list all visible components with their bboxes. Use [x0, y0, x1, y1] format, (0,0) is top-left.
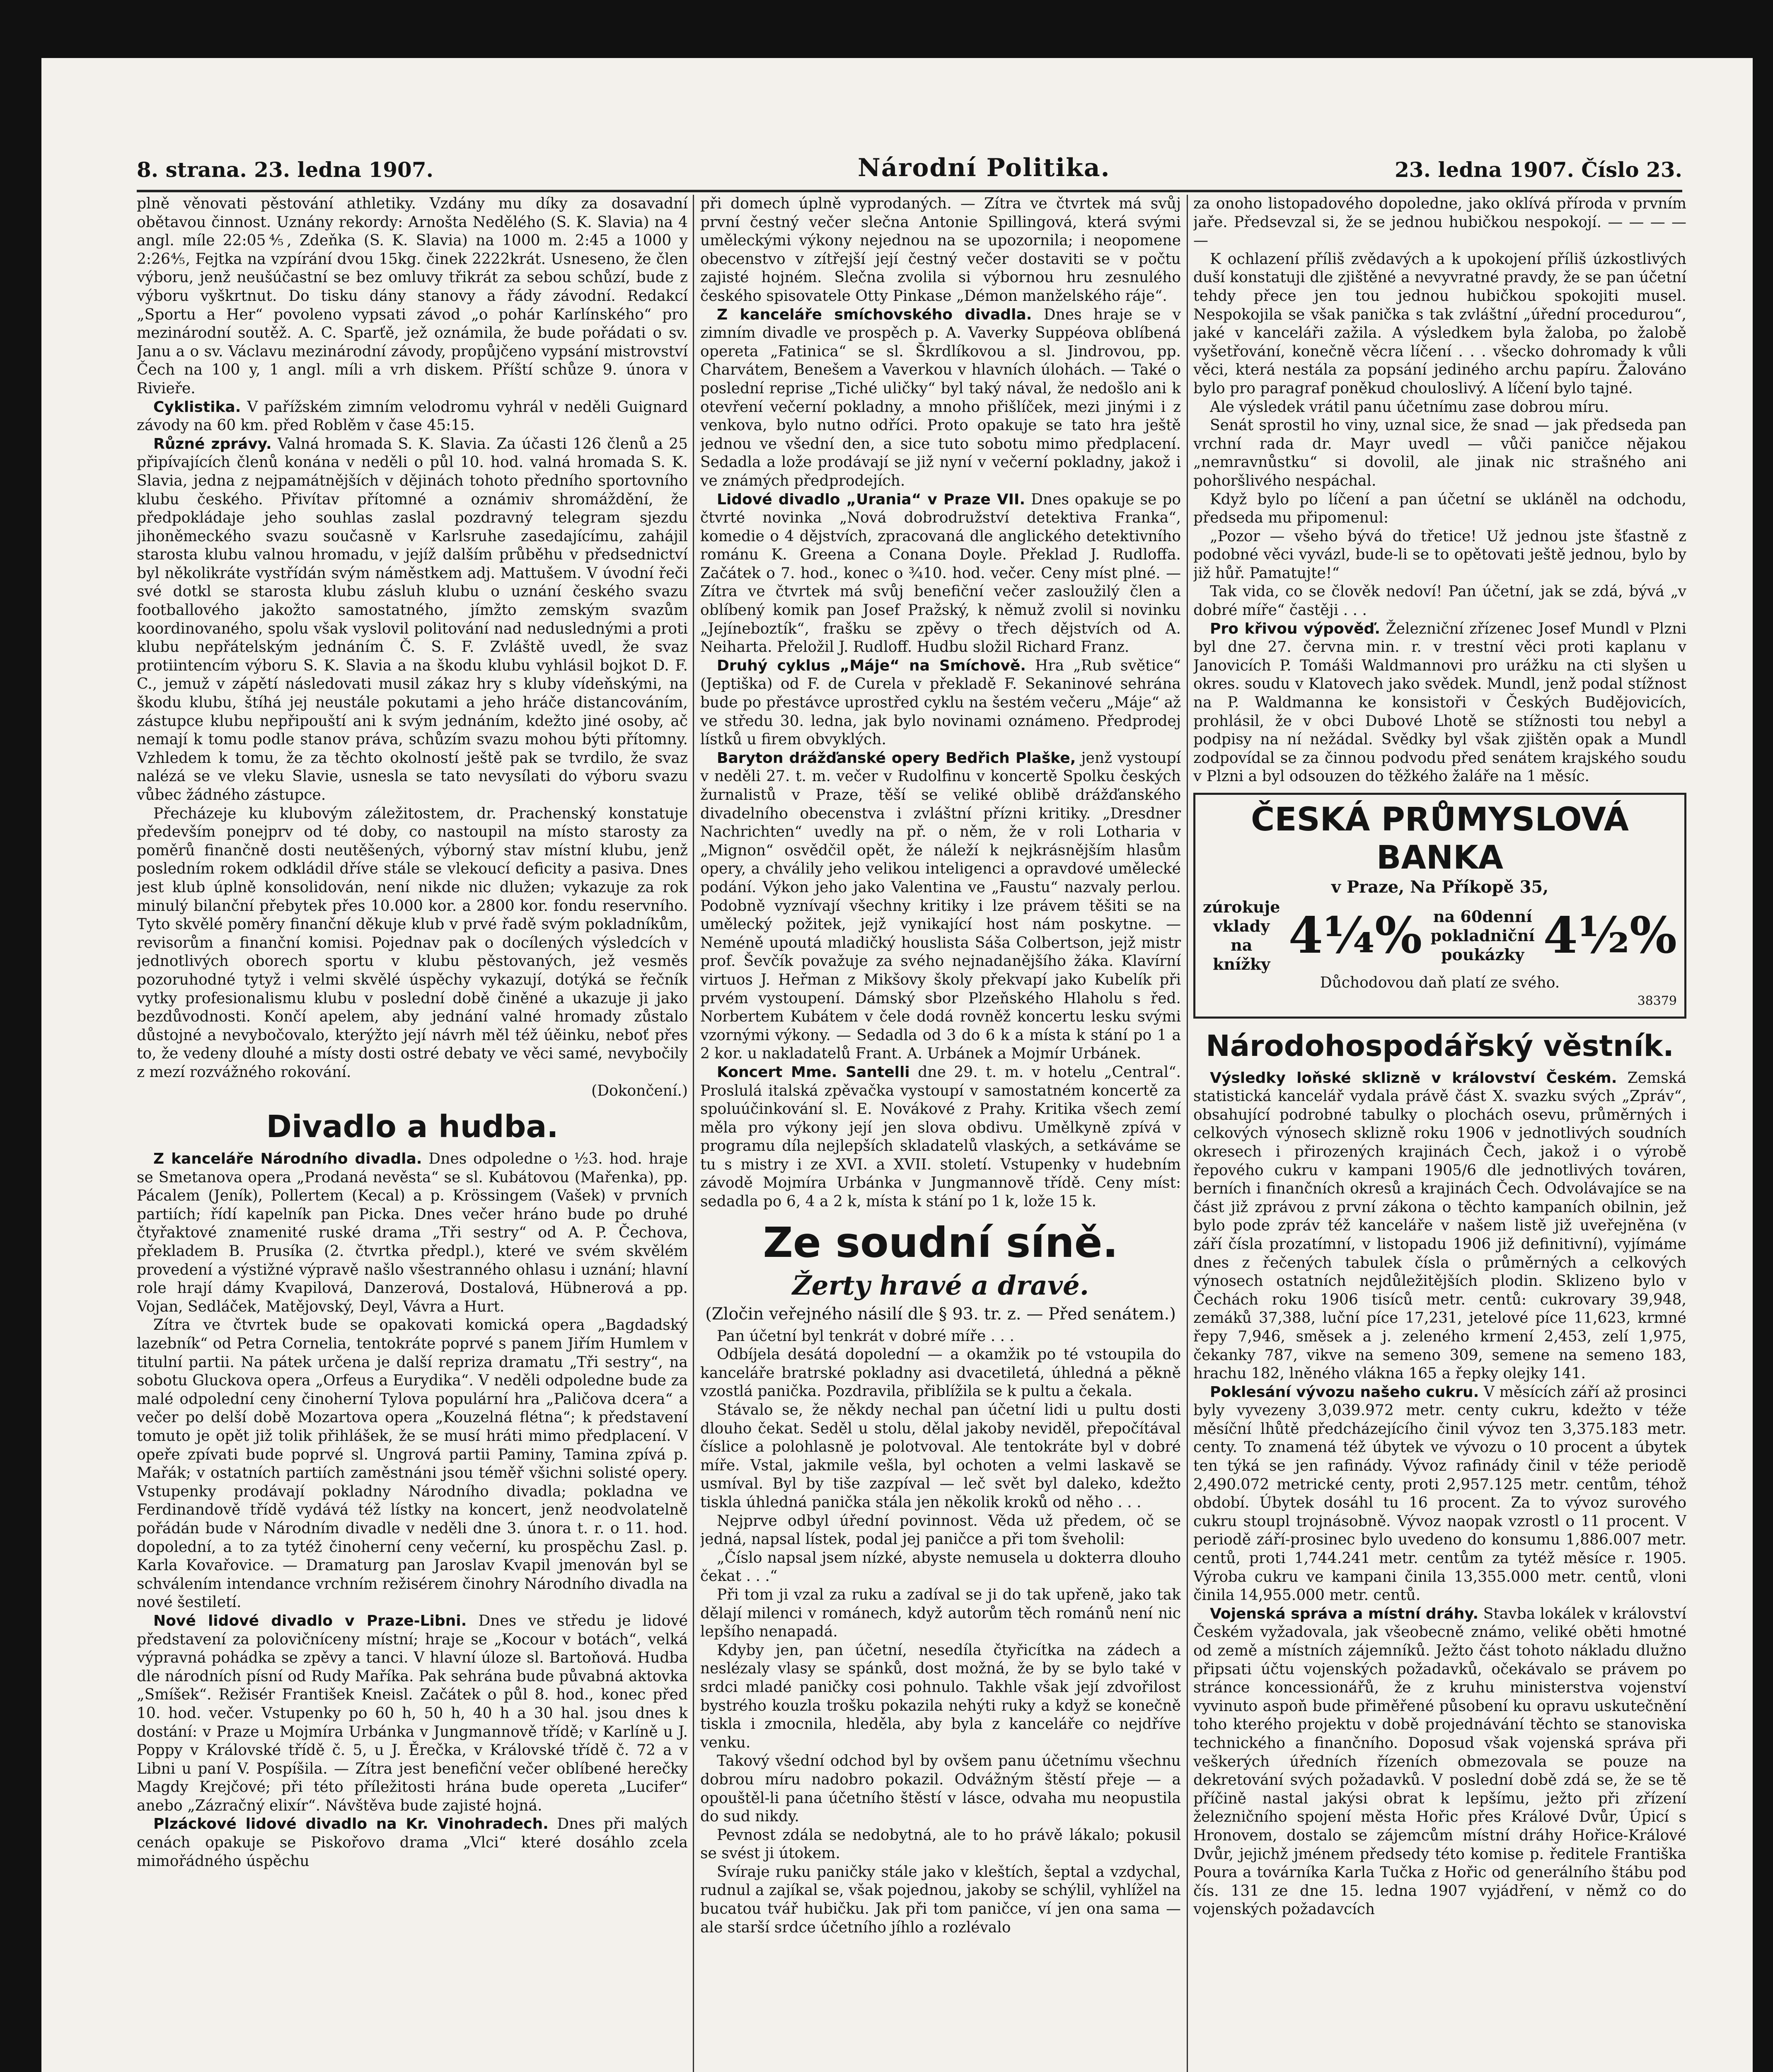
continuation-note: (Dokončení.)	[591, 1082, 688, 1099]
column-divider	[1187, 195, 1188, 2072]
ad-voucher-rate: 4½%	[1543, 906, 1677, 965]
article-paragraph: Zítra ve čtvrtek bude se opakovati komická opera „Bagdadský lazebník“ od Petra Cornelia, tentokráte poprvé s panem Jiřím Humlem v titulní partii. Na pátek určena je další repriza dramatu „Tři sestry“, na sobotu Gluckova opera „Orfeus a Eurydika“. V neděli odpoledne bude za malé odpolední ceny činoherní Tylova populární hra „Paličova dcera“ a večer po delší době Mozartova opera „Kouzelná flétna“; k představení tomuto je opět již tolik přihlášek, že se musí hráti mimo předplacení. V opeře zpívati bude poprvé sl. Ungrová partii Paminy, Tamina zpívá p. Mařák; v ostatních partiích zaměstnáni jsou téměř všichni solisté opery. Vstupenky prodávají pokladny Národního divadla; pokladna ve Ferdinandově třídě vydává též lístky na koncert, jenž neodvolatelně pořádán bude v Národním divadle v neděli dne 3. února t. r. o 11. hod. dopolední, a to za tytéž činoherní ceny večerní, ku prospěchu Zasl. p. Karla Kovařovice. — Dramaturg pan Jaroslav Kvapil jmenován byl se schválením intendance vrchním režisérem činohry Národního divadla na nové šestiletí.	[137, 1317, 688, 1611]
ad-deposit-rate: 4¼%	[1288, 906, 1422, 965]
masthead-title: Národní Politika.	[858, 153, 1110, 182]
bank-advertisement	[1193, 793, 1686, 1019]
run-in-heading: Nové lidové divadlo v Praze-Libni.	[153, 1612, 467, 1629]
header-rule	[137, 190, 1682, 192]
article-paragraph: Nejprve odbyl úřední povinnost. Věda už předem, oč se jedná, napsal lístek, podal jej paničce a při tom šveholil:	[700, 1512, 1181, 1548]
ad-address: v Praze, Na Příkopě 35,	[1331, 877, 1549, 897]
article-paragraph: Pro křivou výpověď. Železniční zřízenec Josef Mundl v Plzni byl dne 27. června min. r. v trestní věci proti kaplanu v Janovicích P. Tomáši Waldmannovi pro urážku na cti slyšen u okres. soudu v Klatovech jako svědek. Mundl, jenž podal stížnost na P. Waldmanna ke konsistoři v Českých Budějovicích, prohlásil, že v obci Dubové Lhotě se stížnosti tou nebyl a podpisy na ní nežádal. Svědky byl však zjištěn opak a Mundl zodpovídal se za činnou podvodu před senátem krajského soudu v Plzni a byl odsouzen do těžkého žaláře na 1 měsíc.	[1193, 620, 1686, 785]
article-paragraph: Vojenská správa a místní dráhy. Stavba lokálek v království Českém vyžadovala, jak všeobecně známo, veliké oběti hmotné od země a místních zájemníků. Ježto část tohoto nákladu dlužno připsati účtu vojenských požadavků, očekávalo se právem po stránce koncessionářů, že z kruhu ministerstva vojenství vyvinuto aspoň bude přiměřené působení ku opravu uskutečnění toho kterého projektu v době projednávání těchto se stanoviska technického a finančního. Doposud však vojenská správa při veškerých úředních řízeních obmezovala se pouze na dekretování svých požadavků. V poslední době zdá se, že se tě příčině nastal jakýsi obrat k lepšímu, ježto při zřízení železničního spojení města Hořic přes Králové Dvůr, Úpicí s Hronovem, dostalo se zájemcům místní dráhy Hořice-Králové Dvůr, jejichž jménem předsedy této komise p. ředitele Františka Poura a továrníka Karla Tučka z Hořic od generálního štábu pod čís. 131 ze dne 15. ledna 1907 vyjádření, v němž co do vojenských požadavcích	[1193, 1605, 1686, 1918]
article-paragraph: Takový všední odchod byl by ovšem panu účetnímu všechnu dobrou míru nadobro pokazil. Odvážným štěstí přeje — a opouštěl-li pana účetního štěstí v lásce, odvaha mu neopustila do sud nikdy.	[700, 1752, 1181, 1825]
article-paragraph: Když bylo po líčení a pan účetní se ukláněl na odchodu, předseda mu připomenul:	[1193, 491, 1686, 527]
section-heading: Ze soudní síně.	[763, 1218, 1118, 1267]
page-header	[137, 153, 1682, 191]
ad-tax-note: Důchodovou daň platí ze svého.	[1320, 974, 1560, 991]
article-paragraph: „Číslo napsal jsem nízké, abyste nemusela u dokterra dlouho čekat . . .“	[700, 1549, 1181, 1585]
run-in-heading: Baryton drážďanské opery Bedřich Plaške,	[717, 749, 1076, 767]
article-paragraph: Druhý cyklus „Máje“ na Smíchově. Hra „Rub světice“ (Jeptiška) od F. de Curela v překladě F. Sekaninové sehrána bude po přestávce uprostřed cyklu na šestém večeru „Máje“ až ve středu 30. ledna, jak bylo novinami oznámeno. Předprodej lístků u firem obvyklých.	[700, 657, 1181, 748]
article-paragraph: Stávalo se, že někdy nechal pan účetní lidi u pultu dosti dlouho čekat. Seděl u stolu, dělal jakoby neviděl, přepočítával číslice a polohlasně je polotvoval. Ale tentokráte byl v dobré míře. Vstal, jakmile vešla, byl ochoten a velmi laskavě se usmíval. Byl by tiše zazpíval — leč svět byl daleko, kdežto tiskla úhledná panička stála jen několik kroků od něho . . .	[700, 1402, 1181, 1511]
ad-bank-name: ČESKÁ PRŮMYSLOVÁ BANKA	[1251, 801, 1629, 876]
run-in-heading: Z kanceláře smíchovského divadla.	[717, 306, 1032, 323]
run-in-heading: Druhý cyklus „Máje“ na Smíchově.	[717, 657, 1026, 674]
run-in-heading: Koncert Mme. Santelli	[717, 1063, 910, 1081]
column-1	[137, 195, 688, 2072]
article-paragraph: Plzáckové lidové divadlo na Kr. Vinohradech. Dnes při malých cenách opakuje se Piskořovo drama „Vlci“ které dosáhlo zcela mimořádného úspěchu	[137, 1815, 688, 1870]
article-paragraph: Koncert Mme. Santelli dne 29. t. m. v hotelu „Central“. Proslulá italská zpěvačka vystoupí v samostatném koncertě za spoluúčinkování sl. E. Novákové z Prahy. Kritika všech zemí měla pro výkony její jen slova obdivu. Umělkyně zpívá v programu díla nejlepších skladatelů vlaských, a setkáváme se tu s mistry i ze XVI. a XVII. století. Vstupenky v hudebním závodě Mojmíra Urbánka v Jungmannově třídě. Ceny míst: sedadla po 6, 4 a 2 k, místa k stání po 1 k, lože 15 k.	[700, 1063, 1181, 1210]
run-in-heading: Lidové divadlo „Urania“ v Praze VII.	[717, 491, 1026, 508]
ad-rates	[1203, 898, 1677, 974]
issue-date-number: 23. ledna 1907. Číslo 23.	[1395, 157, 1682, 182]
article-paragraph: „Pozor — všeho bývá do třetice! Už jednou jste šťastně z podobné věci vyvázl, bude-li se to opětovati ještě jednou, bylo by již hůř. Pamatujte!“	[1193, 528, 1686, 582]
column-divider	[693, 195, 694, 2072]
run-in-heading: Různé zprávy.	[153, 435, 272, 453]
article-paragraph: Z kanceláře Národního divadla. Dnes odpoledne o ½3. hod. hraje se Smetanova opera „Prodaná nevěsta“ se sl. Kubátovou (Mařenka), pp. Pácalem (Jeník), Pollertem (Kecal) a p. Krössingem (Vašek) v prvních partiích; řídí kapelník pan Picka. Dnes večer hráno bude po druhé čtyřaktové znamenité ruské drama „Tři sestry“ od A. P. Čechova, překladem B. Prusíka (2. čtvrtka předpl.), které ve svém skvělém provedení a výstižné výpravě našlo všestranného ohlasu i uznání; hlavní role hrají dámy Kvapilová, Danzerová, Dostalová, Hübnerová a pp. Vojan, Sedláček, Matějovský, Deyl, Vávra a Hurt.	[137, 1150, 688, 1315]
article-paragraph: Nové lidové divadlo v Praze-Libni. Dnes ve středu je lidové představení za polovičníceny místní; hraje se „Kocour v botách“, velká výpravná pohádka se zpěvy a tanci. V hlavní úloze sl. Bartoňová. Hudba dle národních písní od Rudy Maříka. Pak sehrána bude půvabná aktovka „Smíšek“. Režisér František Kneisl. Začátek o půl 8. hod., konec před 10. hod. večer. Vstupenky po 60 h, 50 h, 40 h a 30 hal. jsou dnes k dostání: v Praze u Mojmíra Urbánka v Jungmannově třídě; v Karlíně u J. Poppy v Královské třídě č. 5, u J. Ěrečka, v Královské třídě č. 72 a v Libni u paní V. Pospíšila. — Zítra jest benefiční večer oblíbené herečky Magdy Krejčové; při této příležitosti hrána bude opereta „Lucifer“ anebo „Zázračný elixír“. Návštěva bude zajisté hojná.	[137, 1612, 688, 1814]
article-paragraph: Kdyby jen, pan účetní, nesedíla čtyřicítka na zádech a neslézaly vlasy se spánků, dost možná, že by se bylo také v srdci mladé paničky cosi pohnulo. Takhle však její zdvořilost bystrého kouzla trošku pokazila nehýti ruky a když se konečně tiskla i zmocnila, hleděla, aby byla z kanceláře co nejdříve venku.	[700, 1641, 1181, 1751]
column-2	[700, 195, 1181, 2072]
article-paragraph: K ochlazení příliš zvědavých a k upokojení příliš úzkostlivých duší konstatuji dle zjištěné a nevyvratné pravdy, že se pan účetní tehdy přece jen tou jednou hubičkou spokojiti musel. Nespokojila se však panička s tak zvláštní „úřední procedurou“, jaké v kanceláři zažila. A výsledkem byla žaloba, po žalobě vyšetřování, konečně věcra líčení . . . všecko dohromady k vůli věci, která nestála za popsání jediného archu papíru. Žalováno bylo pro paragraf poněkud chouloslivý. A líčení bylo tajné.	[1193, 250, 1686, 397]
article-paragraph: Svíraje ruku paničky stále jako v kleštích, šeptal a vzdychal, rudnul a zajíkal se, však pojednou, jakoby se schýlil, vyhlížel na bucatou tvář hubičku. Jak při tom paničce, ví jen ona sama — ale starší srdce účetního jíhlo a rozlévalo	[700, 1863, 1181, 1936]
page-number-date: 8. strana. 23. ledna 1907.	[137, 157, 434, 182]
article-paragraph: Cyklistika. V pařížském zimním velodromu vyhrál v neděli Guignard závody na 60 km. před Roblěm v čase 45:15.	[137, 398, 688, 434]
article-paragraph: Různé zprávy. Valná hromada S. K. Slavia. Za účasti 126 členů a 25 připívajících členů konána v neděli o půl 10. hod. valná hromada S. K. Slavia, jedna z nejpamátnějších v dějinách tohoto předního sportovního klubu českého. Přivítav přítomné a oznámiv shromáždění, že předpokládaje jeho souhlas zaslal pozdravný telegram sjezdu jihoněmeckého svazu současně v Karlsruhe zasedajícímu, zahájil starosta klubu valnou hromadu, v jejíž dalším průběhu v předsednictví byl několikráte vystřídán svým náměstkem adj. Mattušem. V úvodní řeči své dotkl se starosta klubu zásluh klubu o uznání českého svazu footballového jakožto samostatného, jímžto zemským svazům koordinovaného, spolu však vyslovil politování nad neduslednými a proti klubu nepřátelským jednáním Č. S. F. Zvláště uvedl, že svaz protiintencím výboru S. K. Slavia a na škodu klubu vyhlásil bojkot D. F. C., jemuž v zápětí následovati musil zákaz hry s kluby vídeňskými, na škodu klubu, štíhá jej neustále pokutami a jeho hráče distancováním, zástupce klubu nepřipouští ani k svým jednáním, kdežto jiné osoby, ač nemají k tomu podle stanov práva, schůzím svazu mohou býti přítomny. Vzhledem k tomu, že za těchto okolností ještě pak se tvrdilo, že svaz nalézá se ve vleku Slavie, usnesla se tato nevysílati do výboru svazu vůbec žádného zástupce.	[137, 435, 688, 804]
article-paragraph: Z kanceláře smíchovského divadla. Dnes hraje se v zimním divadle ve prospěch p. A. Vaverky Suppéova oblíbená opereta „Fatinica“ se sl. Škrdlíkovou a sl. Jindrovou, pp. Charvátem, Benešem a Vaverkou v hlavních úlohách. — Také o poslední reprise „Tiché uličky“ byl taký nával, že nedošlo ani k otevření večerní pokladny, a mnoho přišlíček, mezi jinými i z venkova, bylo nutno odříci. Proto opakuje se tato hra ještě jednou ve všední den, a sice tuto sobotu mimo předplacení. Sedadla a lože prodávají se již nyní v večerní pokladny, jakož i ve známých předprodejích.	[700, 306, 1181, 489]
article-paragraph: Přecházeje ku klubovým záležitostem, dr. Prachenský konstatuje především ponejprv od té doby, co nastoupil na místo starosty za poměrů finančně dosti neutěšených, výborný stav místní klubu, jenž posledním rokem odkládil dříve stále se vlekoucí deficity a pasiva. Dnes jest klub úplně konsolidován, není nikde nic dlužen; vykazuje za rok minulý bilanční přebytek přes 10.000 kor. a 2800 kor. fondu reservního. Tyto skvělé poměry finanční děkuje klub v prvé řadě svým pokladníkům, revisorům a finanční komisi. Pojednav pak o docílených výsledcích v jednotlivých oborech sportu v klubu pěstovaných, jež vesměs pozoruhodné tytyž i velmi skvělé úspěchy vykazují, dotýká se řečník vytky profesionalismu klubu v poslední době činěné a ukazuje ji jako bezdůvodnosti. Končí apelem, aby jednání valné hromady zůstalo důstojné a nevybočovalo, kterýžto její návrh měl též úěinku, neboť přes to, že vedeny dlouhé a místy dosti ostré debaty ve věci samé, nevybočily z mezí rozvážného rokování.	[137, 805, 688, 1081]
article-paragraph: plně věnovati pěstování athletiky. Vzdány mu díky za dosavadní obětavou činnost. Uznány rekordy: Arnošta Nedělého (S. K. Slavia) na 4 angl. míle 22:05⅘, Zdeňka (S. K. Slavia) na 1000 m. 2:45 a 1000 y 2:26⅘, Fejtka na vzpírání dvou 15kg. činek 2222krát. Usneseno, že člen výboru, jenž neušúčastní se bez omluvy třikrát za sebou schůzí, bude z výboru vyškrtnut. Do tisku dány stanovy a řády závodní. Redakcí „Sportu a Her“ povoleno vypsati závod „o pohár Karlínského“ pro mezinárodní soutěž. A. C. Sparťě, jež oznámila, že bude pořádati o sv. Janu a o sv. Václavu mezinárodní závody, propůjčeno vypsání mistrovství Čech na 100 y, 1 angl. míli a vrh diskem. Příští schůze 9. února v Rivieře.	[137, 195, 688, 397]
article-paragraph: Baryton drážďanské opery Bedřich Plaške, jenž vystoupí v neděli 27. t. m. večer v Rudolfinu v koncertě Spolku českých žurnalistů v Praze, těší se veliké oblibě drážďanského divadelního obecenstva i zvláštní přízni kritiky. „Dresdner Nachrichten“ uvedly na př. o něm, že v roli Lotharia v „Mignon“ osvědčil opět, že náleží k nejkrásnějším hlasům opery, a chválily jeho velikou inteligenci a opravdové umělecké podání. Výkon jeho jako Valentina ve „Faustu“ nazvaly perlou. Podobně vyznívají všechny kritiky i lze právem těšiti se na umělecký požitek, jejž vynikající host nám poskytne. — Neméně upoutá mladičký houslista Sáša Colbertson, jejž mistr prof. Ševčík považuje za svého nejnadanějšího žáka. Klavírní virtuos J. Heřman z Mikšovy školy překvapí jako Kubelík při prvém vystoupení. Dámský sbor Plzeňského Hlaholu s řed. Norbertem Kubátem v čele dodá rovněž koncertu lesku svými vzornými výkony. — Sedadla od 3 do 6 k a místa k stání po 1 a 2 kor. u nakladatelů Frant. A. Urbánek a Mojmír Urbánek.	[700, 749, 1181, 1063]
section-heading: Divadlo a hudba.	[266, 1109, 559, 1145]
article-paragraph: za onoho listopadového dopoledne, jako oklívá příroda v prvním jaře. Předsevzal si, že se jednou hubičkou nespokojí. — — — — —	[1193, 195, 1686, 249]
article-paragraph: Lidové divadlo „Urania“ v Praze VII. Dnes opakuje se po čtvrté novinka „Nová dobrodružství detektiva Franka“, komedie o 4 dějstvích, zpracovaná dle anglického detektivního románu K. Greena a Conana Doyle. Překlad J. Rudloffa. Začátek o 7. hod., konec o ¾10. hod. večer. Ceny míst plné. — Zítra ve čtvrtek má svůj benefiční večer zasloužilý člen a oblíbený komik pan Josef Pražský, k němuž zvolil si novinku „Jejíneboztík“, frašku se zpěvy o třech dějstvích od A. Neiharta. Přeložil J. Rudloff. Hudbu složil Richard Franz.	[700, 491, 1181, 656]
run-in-heading: Vojenská správa a místní dráhy.	[1210, 1605, 1479, 1622]
column-3	[1193, 195, 1686, 2072]
ad-voucher-label: na 60denní pokladniční poukázky	[1430, 907, 1535, 964]
article-paragraph: Poklesání vývozu našeho cukru. V měsících září až prosinci byly vyvezeny 3,039.972 metr. centy cukru, kdežto v téže měsíční lhůtě předcházejícího činil vývoz ten 3,375.183 metr. centy. To znamená též úbytek ve vývozu o 10 procent a úbytek ten týká se jen rafinády. Vývoz rafinády činil v téže periodě 2,490.072 metrické centy, proti 2,957.125 metr. centům, téhož období. Úbytek dosáhl tu 16 procent. Za to vývoz surového cukru stoupl trojnásobně. Vývoz naopak vzrostl o 11 procent. V periodě září-prosinec bylo uvedeno do konsumu 1,886.007 metr. centů, proti 1,744.241 metr. centům za tytéž měsíce r. 1905. Výroba cukru ve kampani činila 13,355.000 metr. centů, vloni činila 14,955.000 metr. centů.	[1193, 1383, 1686, 1604]
article-paragraph: Tak vida, co se člověk nedoví! Pan účetní, jak se zdá, bývá „v dobré míře“ častěji . . .	[1193, 583, 1686, 619]
article-paragraph: Pevnost zdála se nedobytná, ale to ho právě lákalo; pokusil se svést ji útokem.	[700, 1826, 1181, 1862]
run-in-heading: Cyklistika.	[153, 398, 241, 416]
newspaper-page	[41, 58, 1753, 2072]
article-paragraph: při domech úplně vyprodaných. — Zítra ve čtvrtek má svůj první čestný večer slečna Antonie Spillingová, která svými uměleckými výkony nejednou na se upozornila; i neopomene obecenstvo v zítřejší její čestný večer dostaviti se v počtu zajisté hojném. Slečna zvolila si výbornou hru zesnulého českého spisovatele Otty Pinkase „Démon manželského ráje“.	[700, 195, 1181, 305]
article-paragraph: Výsledky loňské sklizně v království Českém. Zemská statistická kancelář vydala právě část X. svazku svých „Zpráv“, obsahující podrobné tabulky o plochách osevu, průměrných i celkových výnosech sklizně roku 1906 v jednotlivých soudních okresech i přirozených krajinách Čech, jakož i o výrobě řepového cukru v kampani 1905/6 dle jednotlivých továren, berních i finančních okresů a krajinách Čech. Odvolávajíce se na část již zprávou z první zákona o těchto kampaních obilnin, jež bylo pode zpráv též kanceláře v našem listě již uveřejněna (v září čísla prozatímní, v listopadu 1906 již definitivní), vyjímáme dnes z řečených tabulek čísla o průměrných a celkových výnosech ostatních nejdůležitějších plodin. Sklizeno bylo v Čechách roku 1906 tisíců metr. centů: cukrovary 39,948, zemáků 37,388, luční píce 17,231, jetelové píce 11,623, krmné řepy 7,946, směsek a j. zeleného krmení 2,453, zelí 1,975, čekanky 787, vikve na semeno 309, semene na semeno 183, hrachu 182, lněného vlákna 165 a řepky olejky 141.	[1193, 1069, 1686, 1382]
article-paragraph: Senát sprostil ho viny, uznal sice, že snad — jak předseda pan vrchní rada dr. Mayr uvedl — vůči paničce nějakou „nemravnůstku“ si dovolil, ale jinak nic strašného ani pohoršlivého nespáchal.	[1193, 417, 1686, 489]
run-in-heading: Poklesání vývozu našeho cukru.	[1210, 1383, 1479, 1401]
run-in-heading: Z kanceláře Národního divadla.	[153, 1150, 422, 1168]
run-in-heading: Plzáckové lidové divadlo na Kr. Vinohradech.	[153, 1815, 549, 1833]
run-in-heading: Pro křivou výpověď.	[1210, 620, 1380, 637]
run-in-heading: Výsledky loňské sklizně v království Českém.	[1210, 1069, 1617, 1087]
article-subtitle: (Zločin veřejného násilí dle § 93. tr. z. — Před senátem.)	[705, 1304, 1176, 1324]
article-paragraph: Odbíjela desátá dopolední — a okamžik po té vstoupila do kanceláře bratrské pokladny asi dvacetiletá, úhledná a pěkně vzostlá panička. Pozdravila, přiblížila se k pultu a čekala.	[700, 1346, 1181, 1400]
article-paragraph: Při tom ji vzal za ruku a zadíval se ji do tak upřeně, jako tak dělají milenci v románech, když autorům těch románů není nic lepšího nenapadá.	[700, 1586, 1181, 1641]
section-heading: Národohospodářský věstník.	[1206, 1029, 1674, 1063]
ad-number: 38379	[1637, 994, 1677, 1008]
article-paragraph: Pan účetní byl tenkrát v dobré míře . . .	[717, 1327, 1014, 1345]
article-title: Žerty hravé a dravé.	[792, 1270, 1089, 1301]
ad-deposit-label: zúrokuje vklady na knížky	[1203, 898, 1280, 973]
article-paragraph: Ale výsledek vrátil panu účetnímu zase dobrou míru.	[1210, 398, 1609, 416]
